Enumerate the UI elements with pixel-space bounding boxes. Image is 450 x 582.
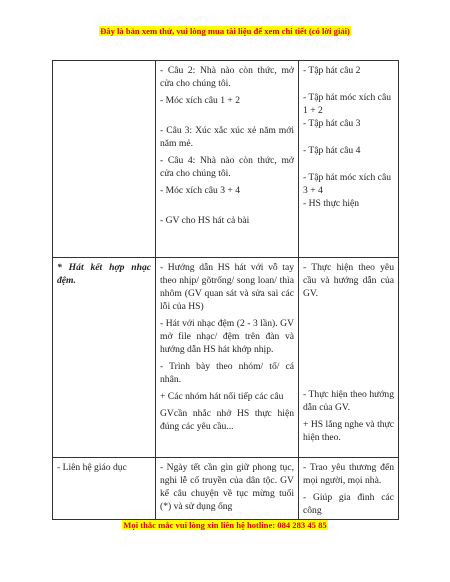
list-item: - Câu 2: Nhà nào còn thức, mở cửa cho chúng tôi.	[160, 65, 294, 89]
list-item: - Ngày tết cần gìn giữ phong tục, nghi lễ cổ truyền của dân tộc. GV kể câu chuyện về tục mừng tuổi (*) và sử dụng ống	[160, 462, 294, 512]
list-item: - Tập hát câu 2	[303, 65, 361, 76]
teacher-cell	[156, 61, 299, 258]
list-item: - Câu 4: Nhà nào còn thức, mở cửa cho chúng tôi.	[160, 155, 294, 179]
list-item: - Trình bày theo nhóm/ tổ/ cá nhân.	[160, 361, 294, 385]
list-item: - Tập hát móc xích câu 1 + 2	[303, 92, 391, 116]
list-item: - GV cho HS hát cả bài	[160, 215, 250, 226]
list-item: + Các nhóm hát nối tiếp các câu	[160, 391, 284, 402]
table-row	[53, 258, 399, 458]
hotline-banner	[0, 520, 450, 530]
activity-cell	[53, 458, 156, 520]
student-cell	[299, 258, 399, 458]
hotline-banner-text: Mọi thắc mắc vui lòng xin liên hệ hotline: 084 283 45 85	[123, 520, 327, 530]
table-row	[53, 61, 399, 258]
table-row	[53, 458, 399, 520]
list-item: - Hát với nhạc đệm (2 - 3 lần). GV mở file nhạc/ đệm trên đàn và hướng dẫn HS hát khớp nhịp.	[160, 318, 294, 355]
lesson-plan-table	[52, 60, 399, 520]
list-item: - Hướng dẫn HS hát với vỗ tay theo nhịp/ gõtrống/ song loan/ thìa nhôm (GV quan sát và sửa sai các lỗi của HS)	[160, 262, 294, 312]
list-item: - Thực hiện theo yêu cầu và hướng dẫn của GV.	[303, 262, 394, 299]
teacher-cell	[156, 258, 299, 458]
list-item: - Tập hát câu 3	[303, 118, 361, 129]
list-item: + HS lắng nghe và thực hiện theo.	[303, 419, 394, 443]
list-item: - Tập hát câu 4	[303, 145, 361, 156]
activity-cell	[53, 61, 156, 258]
list-item: - Câu 3: Xúc xắc xúc xẻ năm mới năm mẻ.	[160, 125, 294, 149]
list-item: - Thực hiện theo hướng dẫn của GV.	[303, 389, 394, 413]
preview-banner	[0, 26, 450, 36]
list-item: - Tập hát móc xích câu 3 + 4	[303, 172, 391, 196]
list-item: - Trao yêu thương đến mọi người, mọi nhà.	[303, 462, 394, 486]
preview-banner-text: Đây là bản xem thử, vui lòng mua tài liệu để xem chi tiết (có lời giải)	[100, 26, 350, 36]
list-item: GVcần nhắc nhở HS thực hiện đúng các yêu cầu...	[160, 408, 294, 432]
list-item: - HS thực hiện	[303, 198, 360, 209]
list-item: - Móc xích câu 3 + 4	[160, 185, 241, 196]
list-item: - Giúp gia đình các công	[303, 492, 394, 516]
list-item: - Liên hệ giáo dục	[57, 462, 127, 473]
list-item: - Móc xích câu 1 + 2	[160, 95, 241, 106]
section-title: * Hát kết hợp nhạc đệm.	[57, 262, 151, 286]
student-cell	[299, 458, 399, 520]
activity-cell	[53, 258, 156, 458]
student-cell	[299, 61, 399, 258]
teacher-cell	[156, 458, 299, 520]
